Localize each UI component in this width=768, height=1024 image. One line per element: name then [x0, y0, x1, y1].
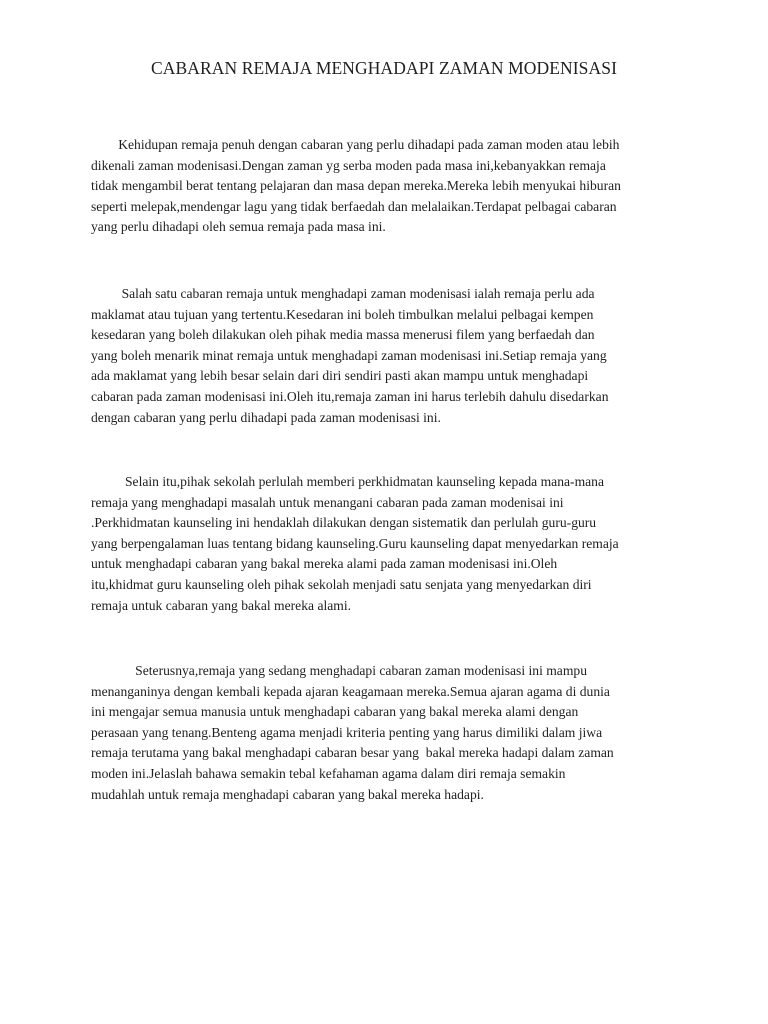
paragraph-line: ini mengajar semua manusia untuk menghadapi cabaran yang bakal mereka alami dengan	[91, 704, 579, 720]
paragraph-line: remaja yang menghadapi masalah untuk menangani cabaran pada zaman modenisai ini	[91, 494, 564, 510]
paragraph-line: mudahlah untuk remaja menghadapi cabaran yang bakal mereka hadapi.	[91, 786, 484, 802]
paragraph-line: untuk menghadapi cabaran yang bakal mereka alami pada zaman modenisasi ini.Oleh	[91, 556, 558, 572]
paragraph-line: Kehidupan remaja penuh dengan cabaran yang perlu dihadapi pada zaman moden atau lebih	[91, 137, 620, 152]
paragraph-line: yang berpengalaman luas tentang bidang kaunseling.Guru kaunseling dapat menyedarkan remaja	[91, 535, 619, 551]
paragraph-1	[91, 135, 691, 238]
paragraph-line: Seterusnya,remaja yang sedang menghadapi cabaran zaman modenisasi ini mampu	[91, 663, 588, 678]
paragraph-line: perasaan yang tenang.Benteng agama menjadi kriteria penting yang harus dimiliki dalam jiwa	[91, 724, 603, 740]
paragraph-line: dengan cabaran yang perlu dihadapi pada zaman modenisasi ini.	[91, 409, 441, 425]
paragraph-line: menanganinya dengan kembali kepada ajaran keagamaan mereka.Semua ajaran agama di dunia	[91, 683, 610, 699]
paragraph-line: ada maklamat yang lebih besar selain dari diri sendiri pasti akan mampu untuk menghadapi	[91, 368, 589, 384]
paragraph-line: remaja untuk cabaran yang bakal mereka alami.	[91, 597, 352, 613]
paragraph-line: .Perkhidmatan kaunseling ini hendaklah dilakukan dengan sistematik dan perlulah guru-guru	[91, 515, 597, 531]
paragraph-line: Selain itu,pihak sekolah perlulah memberi perkhidmatan kaunseling kepada mana-mana	[91, 474, 605, 489]
document-title: CABARAN REMAJA MENGHADAPI ZAMAN MODENISASI	[150, 58, 618, 78]
paragraph-line: Salah satu cabaran remaja untuk menghadapi zaman modenisasi ialah remaja perlu ada	[91, 286, 595, 301]
paragraph-line: remaja terutama yang bakal menghadapi cabaran besar yang bakal mereka hadapi dalam zaman	[91, 745, 614, 761]
paragraph-2	[91, 284, 691, 428]
paragraph-3	[91, 472, 691, 616]
paragraph-line: dikenali zaman modenisasi.Dengan zaman yg serba moden pada masa ini,kebanyakkan remaja	[91, 157, 606, 173]
paragraph-line: yang perlu dihadapi oleh semua remaja pada masa ini.	[91, 219, 386, 235]
paragraph-line: itu,khidmat guru kaunseling oleh pihak sekolah menjadi satu senjata yang menyedarkan diri	[91, 576, 592, 592]
paragraph-line: kesedaran yang boleh dilakukan oleh pihak media massa menerusi filem yang berfaedah dan	[91, 327, 595, 343]
paragraph-line: maklamat atau tujuan yang tertentu.Kesedaran ini boleh timbulkan melalui pelbagai kempen	[91, 306, 594, 322]
paragraph-line: moden ini.Jelaslah bahawa semakin tebal kefahaman agama dalam diri remaja semakin	[91, 765, 566, 781]
paragraph-4	[91, 661, 691, 805]
paragraph-line: seperti melepak,mendengar lagu yang tidak berfaedah dan melalaikan.Terdapat pelbagai cabaran	[91, 198, 617, 214]
paragraph-line: yang boleh menarik minat remaja untuk menghadapi zaman modenisasi ini.Setiap remaja yang	[91, 347, 607, 363]
paragraph-line: cabaran pada zaman modenisasi ini.Oleh itu,remaja zaman ini harus terlebih dahulu disedarkan	[91, 388, 609, 404]
paragraph-line: tidak mengambil berat tentang pelajaran dan masa depan mereka.Mereka lebih menyukai hiburan	[91, 178, 621, 194]
